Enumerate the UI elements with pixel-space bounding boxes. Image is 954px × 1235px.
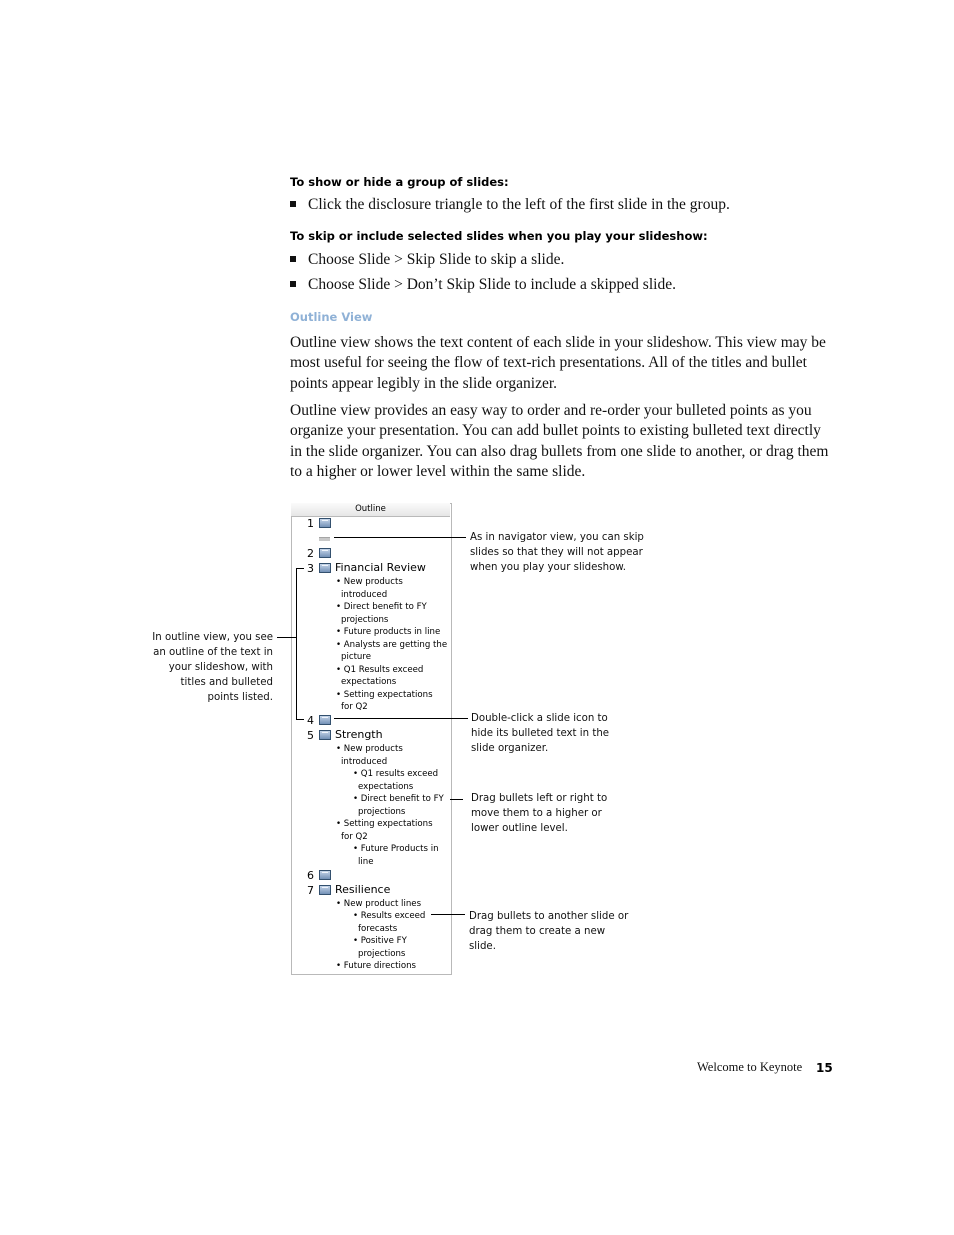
outline-bullet[interactable]: • Direct benefit to FY — [336, 602, 427, 612]
outline-bullet[interactable]: • Analysts are getting the — [336, 640, 448, 650]
slide-number: 3 — [307, 562, 314, 575]
outline-bullet[interactable]: • New product lines — [336, 899, 422, 909]
bullet-disclosure-triangle — [290, 196, 730, 214]
slide-icon[interactable] — [319, 870, 331, 880]
bullet-square-icon — [290, 281, 296, 287]
section-title-outline-view: Outline View — [290, 310, 373, 324]
slide-number: 2 — [307, 547, 314, 560]
slide-title[interactable]: Strength — [335, 728, 383, 741]
bullet-text: Choose Slide > Skip Slide to skip a slide. — [308, 251, 565, 268]
outline-bullet[interactable]: • Future directions — [336, 961, 417, 971]
outline-panel-header: Outline — [291, 503, 450, 517]
task-heading-skip-include: To skip or include selected slides when you play your slideshow: — [290, 229, 708, 243]
slide-title[interactable]: Financial Review — [335, 561, 426, 574]
outline-bullet[interactable]: • Setting expectations — [336, 690, 433, 700]
outline-bullet-continuation: expectations — [341, 677, 397, 687]
paragraph-outline-intro: Outline view shows the text content of each slide in your slideshow. This view may be most useful for seeing the flow of text-rich presentations. All of the titles and bullet points appear legibly in the slide organizer. — [290, 334, 826, 392]
bracket-top — [296, 568, 304, 569]
bracket-line-outline — [296, 568, 297, 719]
slide-number: 1 — [307, 517, 314, 530]
slide-number: 4 — [307, 714, 314, 727]
callout-hide-bullets: Double-click a slide icon to hide its bulleted text in the slide organizer. — [471, 713, 610, 754]
outline-bullet-continuation: introduced — [341, 757, 388, 767]
outline-bullet[interactable]: • Direct benefit to FY — [353, 794, 444, 804]
callout-skip: As in navigator view, you can skip slides so that they will not appear when you play your slideshow. — [470, 532, 644, 573]
outline-bullet-continuation: projections — [358, 949, 406, 959]
outline-bullet[interactable]: • New products — [336, 577, 403, 587]
outline-bullet[interactable]: • Future products in line — [336, 627, 441, 637]
leader-line-move — [431, 914, 465, 915]
callout-outline-level: Drag bullets left or right to move them to a higher or lower outline level. — [471, 793, 608, 834]
slide-icon[interactable] — [319, 548, 331, 558]
outline-bullet-continuation: projections — [358, 807, 406, 817]
slide-icon[interactable] — [319, 885, 331, 895]
bullet-text: Click the disclosure triangle to the left of the first slide in the group. — [308, 196, 730, 213]
outline-bullet-continuation: expectations — [358, 782, 414, 792]
outline-bullet-continuation: picture — [341, 652, 372, 662]
outline-bullet[interactable]: • Q1 results exceed — [353, 769, 439, 779]
paragraph-outline-ordering: Outline view provides an easy way to order and re-order your bulleted points as you organize your presentation. You can add bullet points to existing bulleted text directly in the slide organizer. You can also drag bullets from one slide to another, or drag them to a higher or lower level within the same slide. — [290, 402, 829, 480]
leader-line-outline — [277, 637, 296, 638]
slide-number: 7 — [307, 884, 314, 897]
bullet-skip-slide — [290, 251, 564, 269]
bracket-bottom — [296, 719, 304, 720]
bullet-square-icon — [290, 256, 296, 262]
outline-bullet[interactable]: • Q1 Results exceed — [336, 665, 424, 675]
slide-icon[interactable] — [319, 563, 331, 573]
outline-bullet[interactable]: • Future Products in — [353, 844, 439, 854]
skipped-slide-marker — [319, 537, 330, 541]
slide-number: 6 — [307, 869, 314, 882]
slide-number: 5 — [307, 729, 314, 742]
footer-chapter-title: Welcome to Keynote — [697, 1060, 803, 1074]
outline-bullet-continuation: introduced — [341, 590, 388, 600]
outline-bullet[interactable]: • Results exceed — [353, 911, 426, 921]
outline-bullet-continuation: forecasts — [358, 924, 398, 934]
bullet-dont-skip-slide — [290, 276, 676, 294]
outline-bullet-continuation: for Q2 — [341, 832, 368, 842]
callout-outline-view: In outline view, you see an outline of the text in your slideshow, with titles and bulleted points listed. — [152, 632, 273, 703]
leader-line-hide — [334, 718, 468, 719]
outline-bullet[interactable]: • Setting expectations — [336, 819, 433, 829]
outline-bullet[interactable]: • Positive FY — [353, 936, 407, 946]
task-heading-show-hide-group: To show or hide a group of slides: — [290, 175, 509, 189]
slide-icon[interactable] — [319, 730, 331, 740]
page-number: 15 — [816, 1061, 833, 1075]
leader-line-skip — [334, 537, 466, 538]
slide-title[interactable]: Resilience — [335, 883, 391, 896]
bullet-square-icon — [290, 201, 296, 207]
slide-icon[interactable] — [319, 715, 331, 725]
callout-move-bullets: Drag bullets to another slide or drag them to create a new slide. — [469, 911, 629, 952]
slide-icon[interactable] — [319, 518, 331, 528]
outline-bullet[interactable]: • New products — [336, 744, 403, 754]
outline-bullet-continuation: line — [358, 857, 374, 867]
leader-line-level — [450, 799, 463, 800]
outline-bullet-continuation: for Q2 — [341, 702, 368, 712]
bullet-text: Choose Slide > Don’t Skip Slide to include a skipped slide. — [308, 276, 676, 293]
outline-bullet-continuation: projections — [341, 615, 389, 625]
